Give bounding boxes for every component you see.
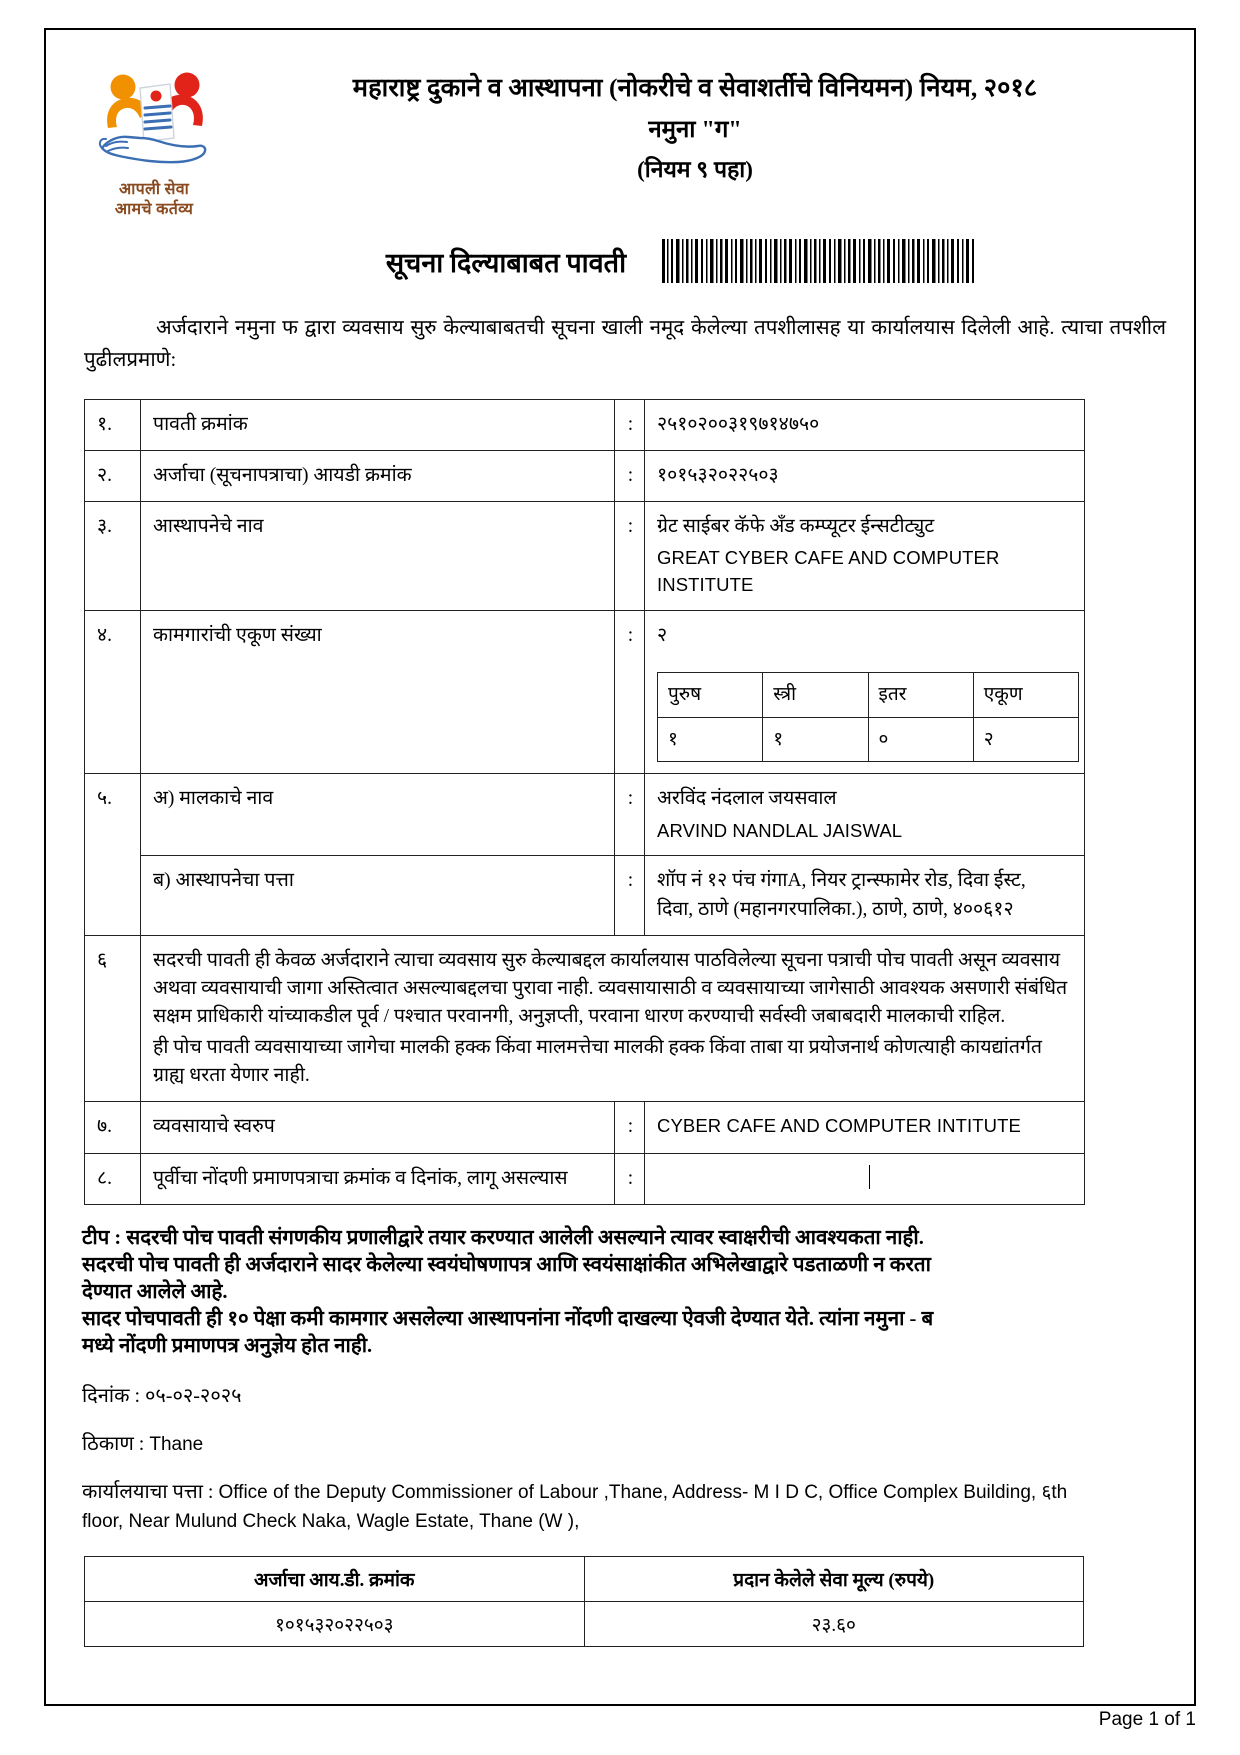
worker-value-row: [658, 717, 1079, 762]
worker-col-female: स्त्री: [763, 673, 868, 718]
note-line-3: देण्यात आलेले आहे.: [82, 1280, 228, 1303]
fee-header-row: [85, 1557, 1084, 1602]
document-page: [44, 28, 1196, 1706]
row-serial: ६: [85, 935, 141, 1101]
worker-value-other: ०: [868, 717, 973, 762]
table-row: [85, 399, 1085, 450]
intro-paragraph: [70, 313, 1174, 377]
note-line-1: टीप : सदरची पोच पावती संगणकीय प्रणालीद्वारे तयार करण्यात आलेली असल्याने त्यावर स्वाक्षरीची आवश्यकता नाही.: [82, 1226, 924, 1249]
row-colon: :: [615, 856, 645, 936]
notes-block: [82, 1225, 1088, 1360]
row-label: ब) आस्थापनेचा पत्ता: [141, 856, 615, 936]
row-label: पूर्वीचा नोंदणी प्रमाणपत्राचा क्रमांक व दिनांक, लागू असल्यास: [141, 1153, 615, 1204]
row-value: [645, 856, 1085, 936]
date-label: दिनांक :: [82, 1385, 140, 1408]
table-row: [85, 856, 1085, 936]
row-serial: ३.: [85, 502, 141, 611]
row-label: कामगारांची एकूण संख्या: [141, 610, 615, 773]
place-label: ठिकाण :: [82, 1433, 145, 1456]
row-value: [645, 502, 1085, 611]
row-value: २५१०२००३१९७१४७५०: [645, 399, 1085, 450]
fee-value-application-id: १०१५३२०२२५०३: [85, 1602, 585, 1647]
worker-col-male: पुरुष: [658, 673, 763, 718]
table-row: [85, 450, 1085, 501]
fee-table: [84, 1556, 1084, 1647]
row-serial: ४.: [85, 610, 141, 773]
table-row: [85, 610, 1085, 773]
worker-col-other: इतर: [868, 673, 973, 718]
office-address-line1: Office of the Deputy Commissioner of Labour ,Thane, Address- M I D C, Office Complex Building, ६th: [218, 1482, 1068, 1504]
date-value: ०५-०२-२०२५: [145, 1385, 242, 1408]
row-colon: :: [615, 610, 645, 773]
table-row: [85, 1102, 1085, 1153]
row-value: १०१५३२०२२५०३: [645, 450, 1085, 501]
document-header: [70, 48, 1174, 219]
form-name: नमुना "ग": [648, 117, 742, 143]
worker-value-female: १: [763, 717, 868, 762]
fee-col-application-id: अर्जाचा आय.डी. क्रमांक: [85, 1557, 585, 1602]
establishment-name-english: GREAT CYBER CAFE AND COMPUTER INSTITUTE: [657, 547, 1000, 596]
row-colon: :: [615, 1102, 645, 1153]
table-row: [85, 502, 1085, 611]
row-value: [645, 1153, 1085, 1204]
establishment-address-line1: शॉप नं १२ पंच गंगाA, नियर ट्रान्स्फामेर रोड, दिवा ईस्ट,: [657, 870, 1026, 892]
row-colon: :: [615, 1153, 645, 1204]
business-nature-english: CYBER CAFE AND COMPUTER INTITUTE: [657, 1115, 1021, 1137]
note-line-2: सदरची पोच पावती ही अर्जदाराने सादर केलेल्या स्वयंघोषणापत्र आणि स्वयंसाक्षांकीत अभिलेखाद्वारे पडताळणी न करता: [82, 1253, 931, 1276]
fee-value-service-charge: २३.६०: [584, 1602, 1084, 1647]
fee-value-row: [85, 1602, 1084, 1647]
row-colon: :: [615, 502, 645, 611]
act-title: महाराष्ट्र दुकाने व आस्थापना (नोकरीचे व सेवाशर्तीचे विनियमन) नियम, २०१८: [352, 73, 1038, 102]
row-value: [645, 610, 1085, 773]
note-line-5: मध्ये नोंदणी प्रमाणपत्र अनुज्ञेय होत नाही.: [82, 1335, 373, 1357]
row-value: [645, 774, 1085, 856]
intro-text: अर्जदाराने नमुना फ द्वारा व्यवसाय सुरु केल्याबाबतची सूचना खाली नमूद केलेल्या तपशीलासह या कार्यालयास दिलेली आहे. त्याचा तपशील पुढीलप्रमाणे:: [84, 317, 1166, 371]
row-serial: ७.: [85, 1102, 141, 1153]
office-address-label: कार्यालयाचा पत्ता :: [82, 1481, 214, 1504]
header-title-block: [216, 48, 1174, 184]
row-label: आस्थापनेचे नाव: [141, 502, 615, 611]
aaple-seva-logo: [92, 48, 216, 219]
table-row: [85, 1153, 1085, 1204]
row-serial: ५.: [85, 774, 141, 936]
cursor-tick-mark: [869, 1165, 870, 1189]
fee-col-service-charge: प्रदान केलेले सेवा मूल्य (रुपये): [584, 1557, 1084, 1602]
details-table: [84, 399, 1085, 1205]
place-value: Thane: [149, 1434, 204, 1456]
note-line-4: सादर पोचपावती ही १० पेक्षा कमी कामगार असलेल्या आस्थापनांना नोंदणी दाखल्या ऐवजी देण्यात येते. त्यांना नमुना - ब: [82, 1307, 934, 1330]
clause-paragraph-1: सदरची पावती ही केवळ अर्जदाराने त्याचा व्यवसाय सुरु केल्याबद्दल कार्यालयास पाठविलेल्या सूचना पत्राची पोच पावती असून व्यवसाय अथवा व्यवसायाची जागा अस्तित्वात असल्याबद्दलचा पुरावा नाही. व्यवसायासाठी व व्यवसायाच्या जागेसाठी आवश्यक असणारी संबंधित सक्षम प्राधिकारी यांच्याकडील पूर्व / पश्चात परवानगी, अनुज्ञप्ती, परवाना धारण करण्याची सर्वस्वी जबाबदारी मालकाची राहिल.: [153, 949, 1068, 1028]
worker-breakdown-table: [657, 672, 1079, 762]
logo-graphic: [94, 62, 214, 180]
row-colon: :: [615, 399, 645, 450]
worker-value-total: २: [973, 717, 1078, 762]
clause-paragraph-2: ही पोच पावती व्यवसायाच्या जागेचा मालकी हक्क किंवा मालमत्तेचा मालकी हक्क किंवा ताबा या प्रयोजनार्थ कोणत्याही कायद्यांतर्गत ग्राह्य धरता येणार नाही.: [153, 1036, 1043, 1087]
row-label: पावती क्रमांक: [141, 399, 615, 450]
logo-caption-line1: आपली सेवा: [118, 181, 190, 198]
owner-name-english: ARVIND NANDLAL JAISWAL: [657, 819, 903, 841]
row-serial: २.: [85, 450, 141, 501]
rule-reference: (नियम ९ पहा): [637, 157, 753, 182]
clause-cell: [141, 935, 1085, 1101]
receipt-title: सूचना दिल्याबाबत पावती: [385, 247, 627, 278]
row-label: अ) मालकाचे नाव: [141, 774, 615, 856]
table-row: [85, 935, 1085, 1101]
date-row: [82, 1381, 1174, 1408]
place-row: [82, 1429, 1174, 1456]
row-label: अर्जाचा (सूचनापत्राचा) आयडी क्रमांक: [141, 450, 615, 501]
row-colon: :: [615, 774, 645, 856]
worker-total-count: २: [657, 624, 668, 646]
worker-col-total: एकूण: [973, 673, 1078, 718]
row-label: व्यवसायाचे स्वरुप: [141, 1102, 615, 1153]
row-value: [645, 1102, 1085, 1153]
meta-block: [82, 1381, 1174, 1456]
logo-caption-line2: आमचे कर्तव्य: [114, 200, 194, 218]
row-colon: :: [615, 450, 645, 501]
worker-value-male: १: [658, 717, 763, 762]
row-serial: १.: [85, 399, 141, 450]
row-serial: ८.: [85, 1153, 141, 1204]
owner-name-marathi: अरविंद नंदलाल जयसवाल: [657, 788, 837, 810]
receipt-title-row: [70, 239, 1174, 283]
worker-header-row: [658, 673, 1079, 718]
establishment-name-marathi: ग्रेट साईबर कॅफे अँड कम्प्यूटर ईन्सटीट्युट: [657, 516, 935, 538]
establishment-address-line2: दिवा, ठाणे (महानगरपालिका.), ठाणे, ठाणे, ४००६१२: [657, 898, 1014, 920]
page-footer: Page 1 of 1: [1098, 1709, 1196, 1730]
table-row: [85, 774, 1085, 856]
office-address-row: [82, 1478, 1087, 1536]
barcode-icon: [660, 239, 978, 283]
office-address-line2: floor, Near Mulund Check Naka, Wagle Estate, Thane (W ),: [82, 1511, 580, 1533]
